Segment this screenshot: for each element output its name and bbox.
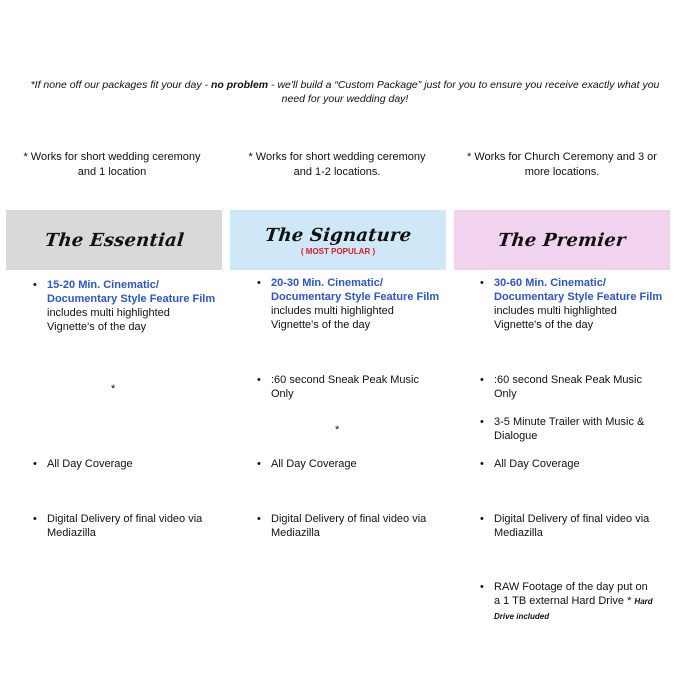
premier-coverage: • All Day Coverage: [494, 457, 664, 471]
premier-title: The Premier: [497, 229, 627, 251]
premier-film-rest: includes multi highlighted Vignette's of the day: [494, 305, 617, 331]
premier-film-highlight: 30-60 Min. Cinematic/ Documentary Style Feature Film: [494, 277, 663, 303]
signature-header: [230, 210, 446, 270]
essential-title: The Essential: [43, 229, 185, 251]
essential-delivery: • Digital Delivery of final video via Mediazilla: [47, 512, 217, 540]
signature-star: *: [335, 424, 340, 436]
essential-header: [6, 210, 222, 270]
signature-film-rest: includes multi highlighted Vignette's of the day: [271, 305, 394, 331]
premier-sneak: • :60 second Sneak Peak Music Only: [494, 373, 664, 401]
premier-trailer: • 3-5 Minute Trailer with Music & Dialogue: [494, 415, 664, 443]
premier-note: * Works for Church Ceremony and 3 or more locations.: [467, 151, 657, 178]
signature-film: [271, 276, 441, 332]
premier-header: [454, 210, 670, 270]
intro-note: [20, 78, 670, 106]
signature-film-highlight: 20-30 Min. Cinematic/ Documentary Style Feature Film: [271, 277, 440, 303]
essential-star: *: [111, 383, 116, 395]
signature-sneak: • :60 second Sneak Peak Music Only: [271, 373, 441, 401]
signature-note: * Works for short wedding ceremony and 1-2 locations.: [248, 151, 426, 178]
intro-text-1: *If none off our packages fit your day -: [30, 79, 211, 91]
essential-film-rest: includes multi highlighted Vignette's of the day: [47, 307, 170, 333]
intro-bold: no problem: [210, 79, 269, 91]
premier-raw-note: Hard Drive included: [494, 597, 653, 621]
premier-delivery: • Digital Delivery of final video via Mediazilla: [494, 512, 664, 540]
essential-film-highlight: 15-20 Min. Cinematic/ Documentary Style Feature Film: [47, 279, 216, 305]
signature-delivery: • Digital Delivery of final video via Mediazilla: [271, 512, 441, 540]
signature-coverage: • All Day Coverage: [271, 457, 441, 471]
essential-film: [47, 278, 217, 334]
premier-film: [494, 276, 664, 332]
essential-coverage: • All Day Coverage: [47, 457, 217, 471]
signature-title: The Signature: [263, 224, 413, 246]
premier-raw-footage: [494, 580, 654, 624]
intro-text-2: - we'll build a “Custom Package” just for you to ensure you receive exactly what you need for your wedding day!: [268, 79, 660, 105]
most-popular-badge: ( MOST POPULAR ): [300, 246, 376, 256]
essential-note: * Works for short wedding ceremony and 1 location: [23, 151, 201, 178]
premier-raw-text: RAW Footage of the day put on a 1 TB external Hard Drive *: [494, 581, 648, 607]
